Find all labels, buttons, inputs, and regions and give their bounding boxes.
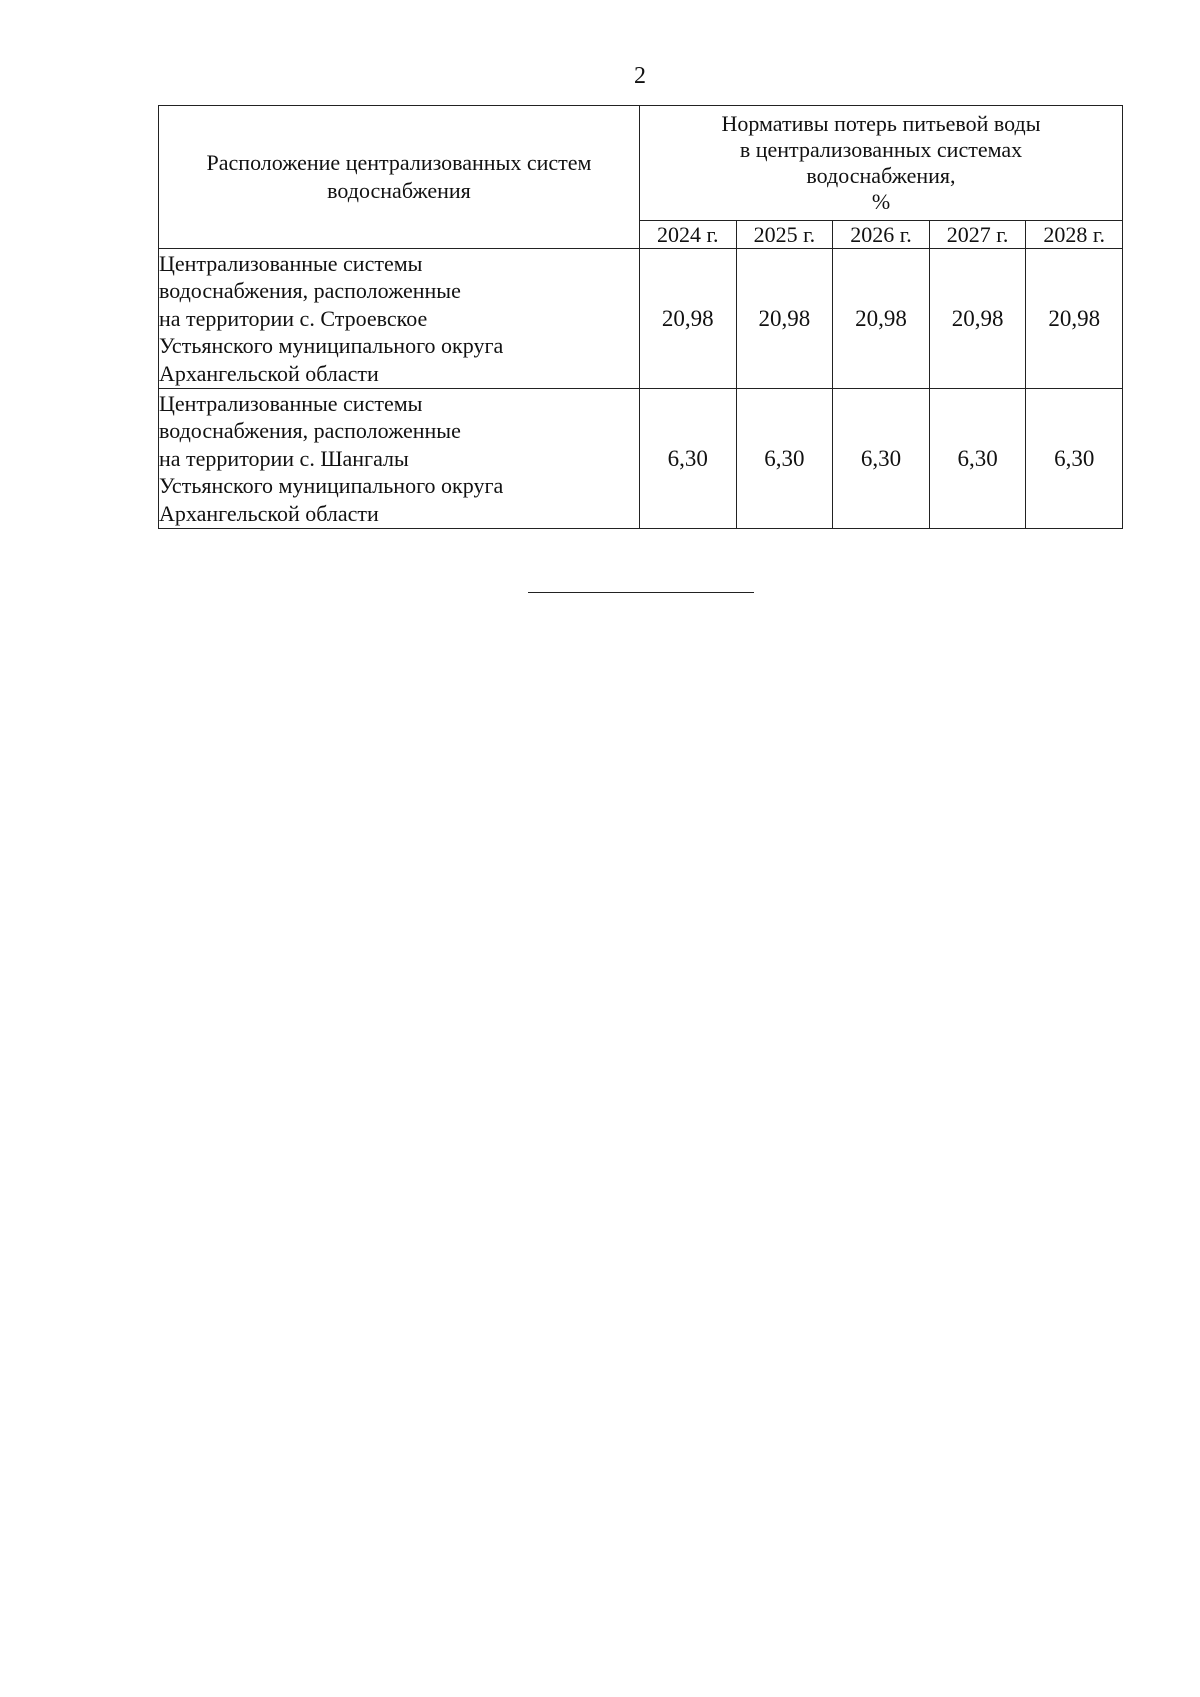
water-loss-norms-table: [158, 105, 1123, 529]
row-location-line: Устьянского муниципального округа: [159, 473, 504, 499]
header-norms-line: в централизованных системах: [739, 137, 1023, 162]
header-year-2026: 2026 г.: [833, 221, 930, 249]
row-location-line: Устьянского муниципального округа: [159, 333, 504, 359]
row-location-line: на территории с. Строевское: [159, 305, 428, 331]
row-value-2024: 20,98: [640, 249, 737, 389]
header-year-2025: 2025 г.: [736, 221, 833, 249]
row-location-cell: [159, 249, 640, 389]
row-value-2027: 20,98: [929, 249, 1026, 389]
header-location-line: Расположение централизованных систем: [206, 150, 592, 175]
header-location-line: водоснабжения: [327, 178, 471, 203]
table-row: [159, 389, 1123, 529]
header-year-2024: 2024 г.: [640, 221, 737, 249]
row-value-2024: 6,30: [640, 389, 737, 529]
row-value-2025: 20,98: [736, 249, 833, 389]
row-value-2025: 6,30: [736, 389, 833, 529]
header-year-2027: 2027 г.: [929, 221, 1026, 249]
table-header-row: [159, 106, 1123, 221]
end-of-document-rule: [528, 592, 754, 593]
row-location-line: водоснабжения, расположенные: [159, 418, 461, 444]
row-value-2026: 6,30: [833, 389, 930, 529]
row-location-line: Архангельской области: [159, 500, 379, 526]
row-value-2028: 6,30: [1026, 389, 1123, 529]
table-row: [159, 249, 1123, 389]
row-location-line: Централизованные системы: [159, 390, 423, 416]
header-norms-line: Нормативы потерь питьевой воды: [721, 111, 1041, 136]
row-value-2027: 6,30: [929, 389, 1026, 529]
row-location-line: Централизованные системы: [159, 250, 423, 276]
header-norms-unit: %: [871, 189, 891, 214]
row-value-2028: 20,98: [1026, 249, 1123, 389]
row-location-line: водоснабжения, расположенные: [159, 278, 461, 304]
header-norms-cell: [640, 106, 1123, 221]
header-norms-line: водоснабжения,: [806, 163, 956, 188]
row-location-line: Архангельской области: [159, 360, 379, 386]
header-year-2028: 2028 г.: [1026, 221, 1123, 249]
row-location-cell: [159, 389, 640, 529]
header-location-cell: [159, 106, 640, 249]
row-value-2026: 20,98: [833, 249, 930, 389]
row-location-line: на территории с. Шангалы: [159, 445, 409, 471]
page-number: 2: [634, 63, 646, 89]
